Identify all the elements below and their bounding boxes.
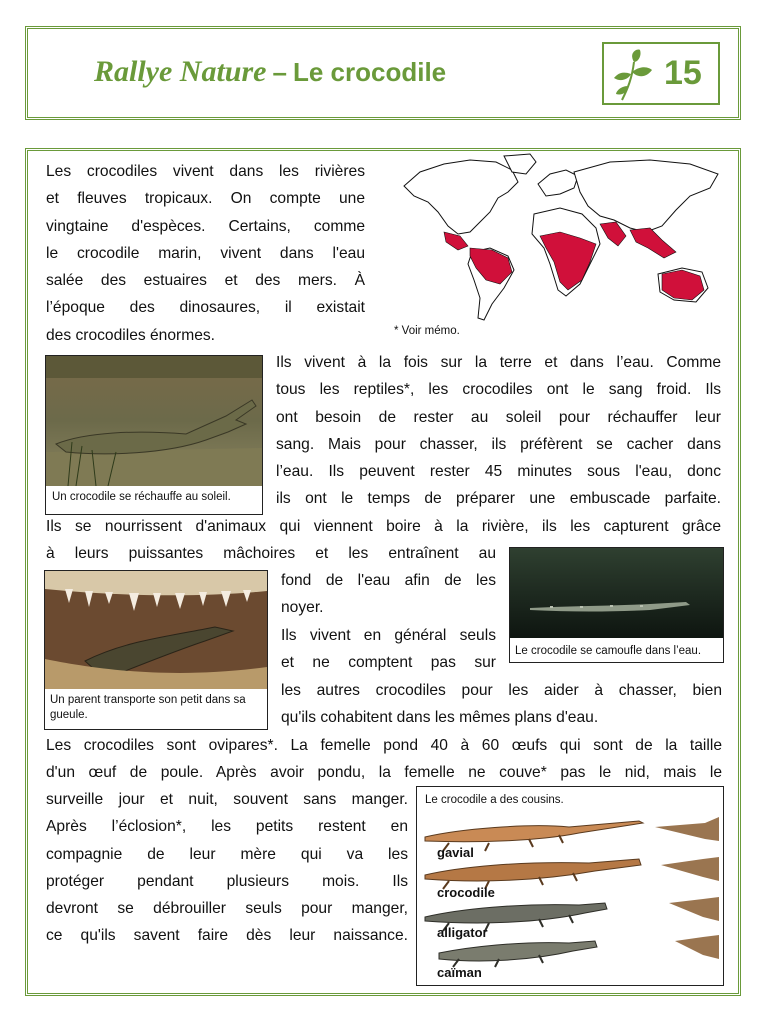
photo-croc-water-figure <box>509 547 724 663</box>
paragraph-hunting-line1 <box>46 513 721 540</box>
caiman-drawing <box>439 941 597 967</box>
text-line: Ils vivent en général seuls <box>281 626 496 644</box>
photo-croc-parent-figure <box>44 570 268 730</box>
text-line: tous les reptiles*, les crocodiles ont le sang froid. Ils <box>276 381 721 399</box>
text-line: Les crocodiles vivent dans les rivières <box>46 163 365 180</box>
text-line: fond de l'eau afin de les <box>281 572 496 589</box>
title-separator: – <box>272 57 287 87</box>
caption-water: Le crocodile se camoufle dans l’eau. <box>515 645 702 657</box>
paragraph-hunting-line2 <box>46 540 496 567</box>
text-line: qu'ils cohabitent dans les mêmes plans d'eau. <box>281 709 599 727</box>
sheet-number-badge <box>602 42 720 105</box>
text-line: d'un œuf de poule. Après avoir pondu, la femelle ne couve* pas le nid, mais le <box>46 764 722 782</box>
paragraph-land-water <box>276 349 721 513</box>
sheet-number: 15 <box>664 54 702 92</box>
text-line: compagnie de leur mère qui va les <box>46 845 408 863</box>
croc-parent-photo <box>45 571 267 689</box>
text-line: Les crocodiles sont ovipares*. La femelle pond 40 à 60 œufs qui sont de la taille <box>46 737 722 754</box>
photo-croc-basking-figure <box>45 355 263 515</box>
text-line: et ne comptent pas sur <box>281 653 496 671</box>
croc-basking-photo <box>46 356 262 486</box>
caption-sun: Un crocodile se réchauffe au soleil. <box>52 491 231 503</box>
text-line: l’eau. Ils peuvent rester 45 minutes sous l'eau, donc <box>276 463 721 481</box>
text-line: le crocodile marin, vivent dans l'eau <box>46 244 365 262</box>
page-title <box>94 55 446 89</box>
label-alligator: alligator <box>437 925 488 940</box>
text-line: les autres crocodiles pour les aider à chasser, bien <box>281 682 722 699</box>
caption-parent: Un parent transporte son petit dans sa gueule. <box>50 694 246 721</box>
text-line: ce qu'ils savent faire dès leur naissance. <box>46 927 408 945</box>
map-footnote: * Voir mémo. <box>394 325 460 337</box>
croc-water-photo <box>510 548 723 638</box>
cousins-figure <box>416 786 724 986</box>
title-banner <box>25 26 741 120</box>
title-main: Rallye Nature <box>94 55 267 88</box>
text-line: ont besoin de rester au soleil pour réchauffer leur <box>276 408 721 426</box>
text-line: protéger pendant plusieurs mois. Ils <box>46 872 408 890</box>
text-line: vingtaine d'espèces. Certains, comme <box>46 217 365 235</box>
text-line: Ils se nourrissent d'animaux qui viennent boire à la rivière, ils les capturent grâce <box>46 518 721 535</box>
text-line: des crocodiles énormes. <box>46 326 216 344</box>
world-distribution-map <box>400 152 728 328</box>
text-line: sang. Mais pour chasser, ils préfèrent se cacher dans <box>276 435 721 453</box>
text-line: salée des estuaires et des mers. À <box>46 272 365 290</box>
paragraph-hatching <box>46 786 408 950</box>
paragraph-habitat <box>46 158 365 349</box>
text-line: surveille jour et nuit, souvent sans manger. <box>46 791 408 808</box>
text-line: noyer. <box>281 599 324 617</box>
title-sub: Le crocodile <box>292 57 447 87</box>
paragraph-hunting-middle <box>281 567 496 676</box>
label-gavial: gavial <box>437 845 474 860</box>
text-line: et fleuves tropicaux. On compte une <box>46 190 365 208</box>
paragraph-hunting-end <box>281 677 722 732</box>
text-line: Ils vivent à la fois sur la terre et dans l’eau. Comme <box>276 354 721 371</box>
leaf-sprig-icon <box>610 48 656 102</box>
text-line: devront se débrouiller seuls pour manger, <box>46 900 408 918</box>
text-line: ils ont le temps de préparer une embuscade parfaite. <box>276 490 721 508</box>
label-caiman: caïman <box>437 965 482 980</box>
text-line: Après l’éclosion*, les petits restent en <box>46 818 408 836</box>
paragraph-eggs <box>46 732 722 787</box>
text-line: à leurs puissantes mâchoires et les entraînent au <box>46 545 496 562</box>
label-crocodile: crocodile <box>437 885 495 900</box>
caption-cousins: Le crocodile a des cousins. <box>425 794 564 806</box>
text-line: l’époque des dinosaures, il existait <box>46 299 365 317</box>
